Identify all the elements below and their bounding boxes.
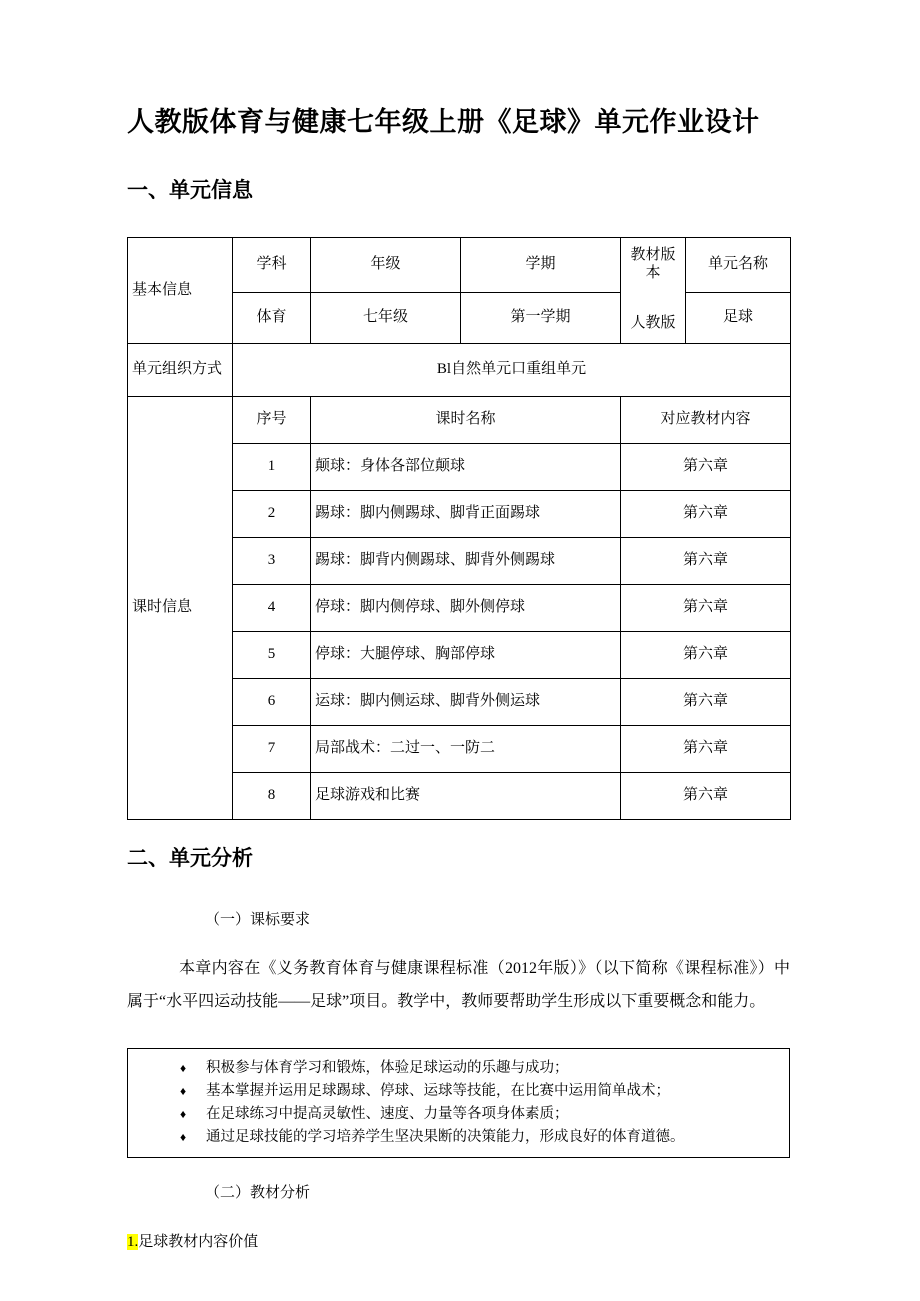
header-grade: 年级 <box>311 237 461 292</box>
lesson-content: 第六章 <box>621 490 791 537</box>
table-row-header <box>128 237 791 292</box>
lesson-name: 局部战术：二过一、一防二 <box>311 725 621 772</box>
lesson-content: 第六章 <box>621 772 791 819</box>
value-subject: 体育 <box>233 292 311 343</box>
lesson-no: 4 <box>233 584 311 631</box>
lesson-no: 8 <box>233 772 311 819</box>
header-unit-name: 单元名称 <box>686 237 791 292</box>
lesson-no: 3 <box>233 537 311 584</box>
lesson-content: 第六章 <box>621 584 791 631</box>
section-1-heading: 一、单元信息 <box>127 179 253 203</box>
point-1-text: 足球教材内容价值 <box>138 1233 259 1250</box>
bullet-text: 积极参与体育学习和锻炼，体验足球运动的乐趣与成功； <box>206 1060 569 1077</box>
lessons-header-name: 课时名称 <box>311 396 621 443</box>
document-title: 人教版体育与健康七年级上册《足球》单元作业设计 <box>127 107 760 137</box>
org-method-value: Bl自然单元口重组单元 <box>233 343 791 396</box>
diamond-bullet-icon: ♦ <box>180 1107 187 1122</box>
lesson-name: 踢球：脚内侧踢球、脚背正面踢球 <box>311 490 621 537</box>
org-method-label: 单元组织方式 <box>128 343 233 396</box>
lesson-content: 第六章 <box>621 678 791 725</box>
key-points-box <box>127 1048 790 1158</box>
lesson-name: 踢球：脚背内侧踢球、脚背外侧踢球 <box>311 537 621 584</box>
lesson-no: 1 <box>233 443 311 490</box>
lessons-header-content: 对应教材内容 <box>621 396 791 443</box>
lesson-name: 停球：大腿停球、胸部停球 <box>311 631 621 678</box>
subsection-2-heading: （二）教材分析 <box>205 1185 311 1202</box>
header-subject: 学科 <box>233 237 311 292</box>
lesson-no: 2 <box>233 490 311 537</box>
bullet-text: 基本掌握并运用足球踢球、停球、运球等技能，在比赛中运用简单战术； <box>206 1083 670 1100</box>
lesson-name: 停球：脚内侧停球、脚外侧停球 <box>311 584 621 631</box>
value-unit-name: 足球 <box>686 292 791 343</box>
edition-cell <box>621 237 686 343</box>
value-grade: 七年级 <box>311 292 461 343</box>
analysis-paragraph: 本章内容在《义务教育体育与健康课程标准（2012年版）》（以下简称《课程标准》）中属于“水平四运动技能——足球”项目。教学中，教师要帮助学生形成以下重要概念和能力。 <box>127 960 790 1011</box>
basic-info-label: 基本信息 <box>128 237 233 343</box>
bullet-item <box>128 1103 779 1126</box>
highlighted-number: 1. <box>127 1233 139 1250</box>
lesson-content: 第六章 <box>621 631 791 678</box>
lesson-content: 第六章 <box>621 725 791 772</box>
bullet-item <box>128 1126 779 1149</box>
lesson-name: 足球游戏和比赛 <box>311 772 621 819</box>
lesson-name: 颠球：身体各部位颠球 <box>311 443 621 490</box>
lesson-content: 第六章 <box>621 443 791 490</box>
lesson-content: 第六章 <box>621 537 791 584</box>
value-semester: 第一学期 <box>461 292 621 343</box>
diamond-bullet-icon: ♦ <box>180 1084 187 1099</box>
value-edition: 人教版 <box>630 314 676 331</box>
section-2-heading: 二、单元分析 <box>127 846 253 870</box>
subsection-1-heading: （一）课标要求 <box>205 911 311 928</box>
bullet-item <box>128 1057 779 1080</box>
point-1-heading <box>127 1232 790 1253</box>
lesson-no: 5 <box>233 631 311 678</box>
document-page <box>127 0 790 1253</box>
table-row-lessons-header <box>128 396 791 443</box>
lesson-no: 7 <box>233 725 311 772</box>
diamond-bullet-icon: ♦ <box>180 1130 187 1145</box>
bullet-text: 在足球练习中提高灵敏性、速度、力量等各项身体素质； <box>206 1106 569 1123</box>
table-row-organization <box>128 343 791 396</box>
bullet-item <box>128 1080 779 1103</box>
header-edition: 教材版本 <box>630 246 676 282</box>
lesson-name: 运球：脚内侧运球、脚背外侧运球 <box>311 678 621 725</box>
diamond-bullet-icon: ♦ <box>180 1061 187 1076</box>
header-semester: 学期 <box>461 237 621 292</box>
lessons-label: 课时信息 <box>128 396 233 819</box>
bullet-text: 通过足球技能的学习培养学生坚决果断的决策能力，形成良好的体育道德。 <box>206 1129 685 1146</box>
lessons-header-no: 序号 <box>233 396 311 443</box>
unit-info-table <box>127 237 791 820</box>
lesson-no: 6 <box>233 678 311 725</box>
